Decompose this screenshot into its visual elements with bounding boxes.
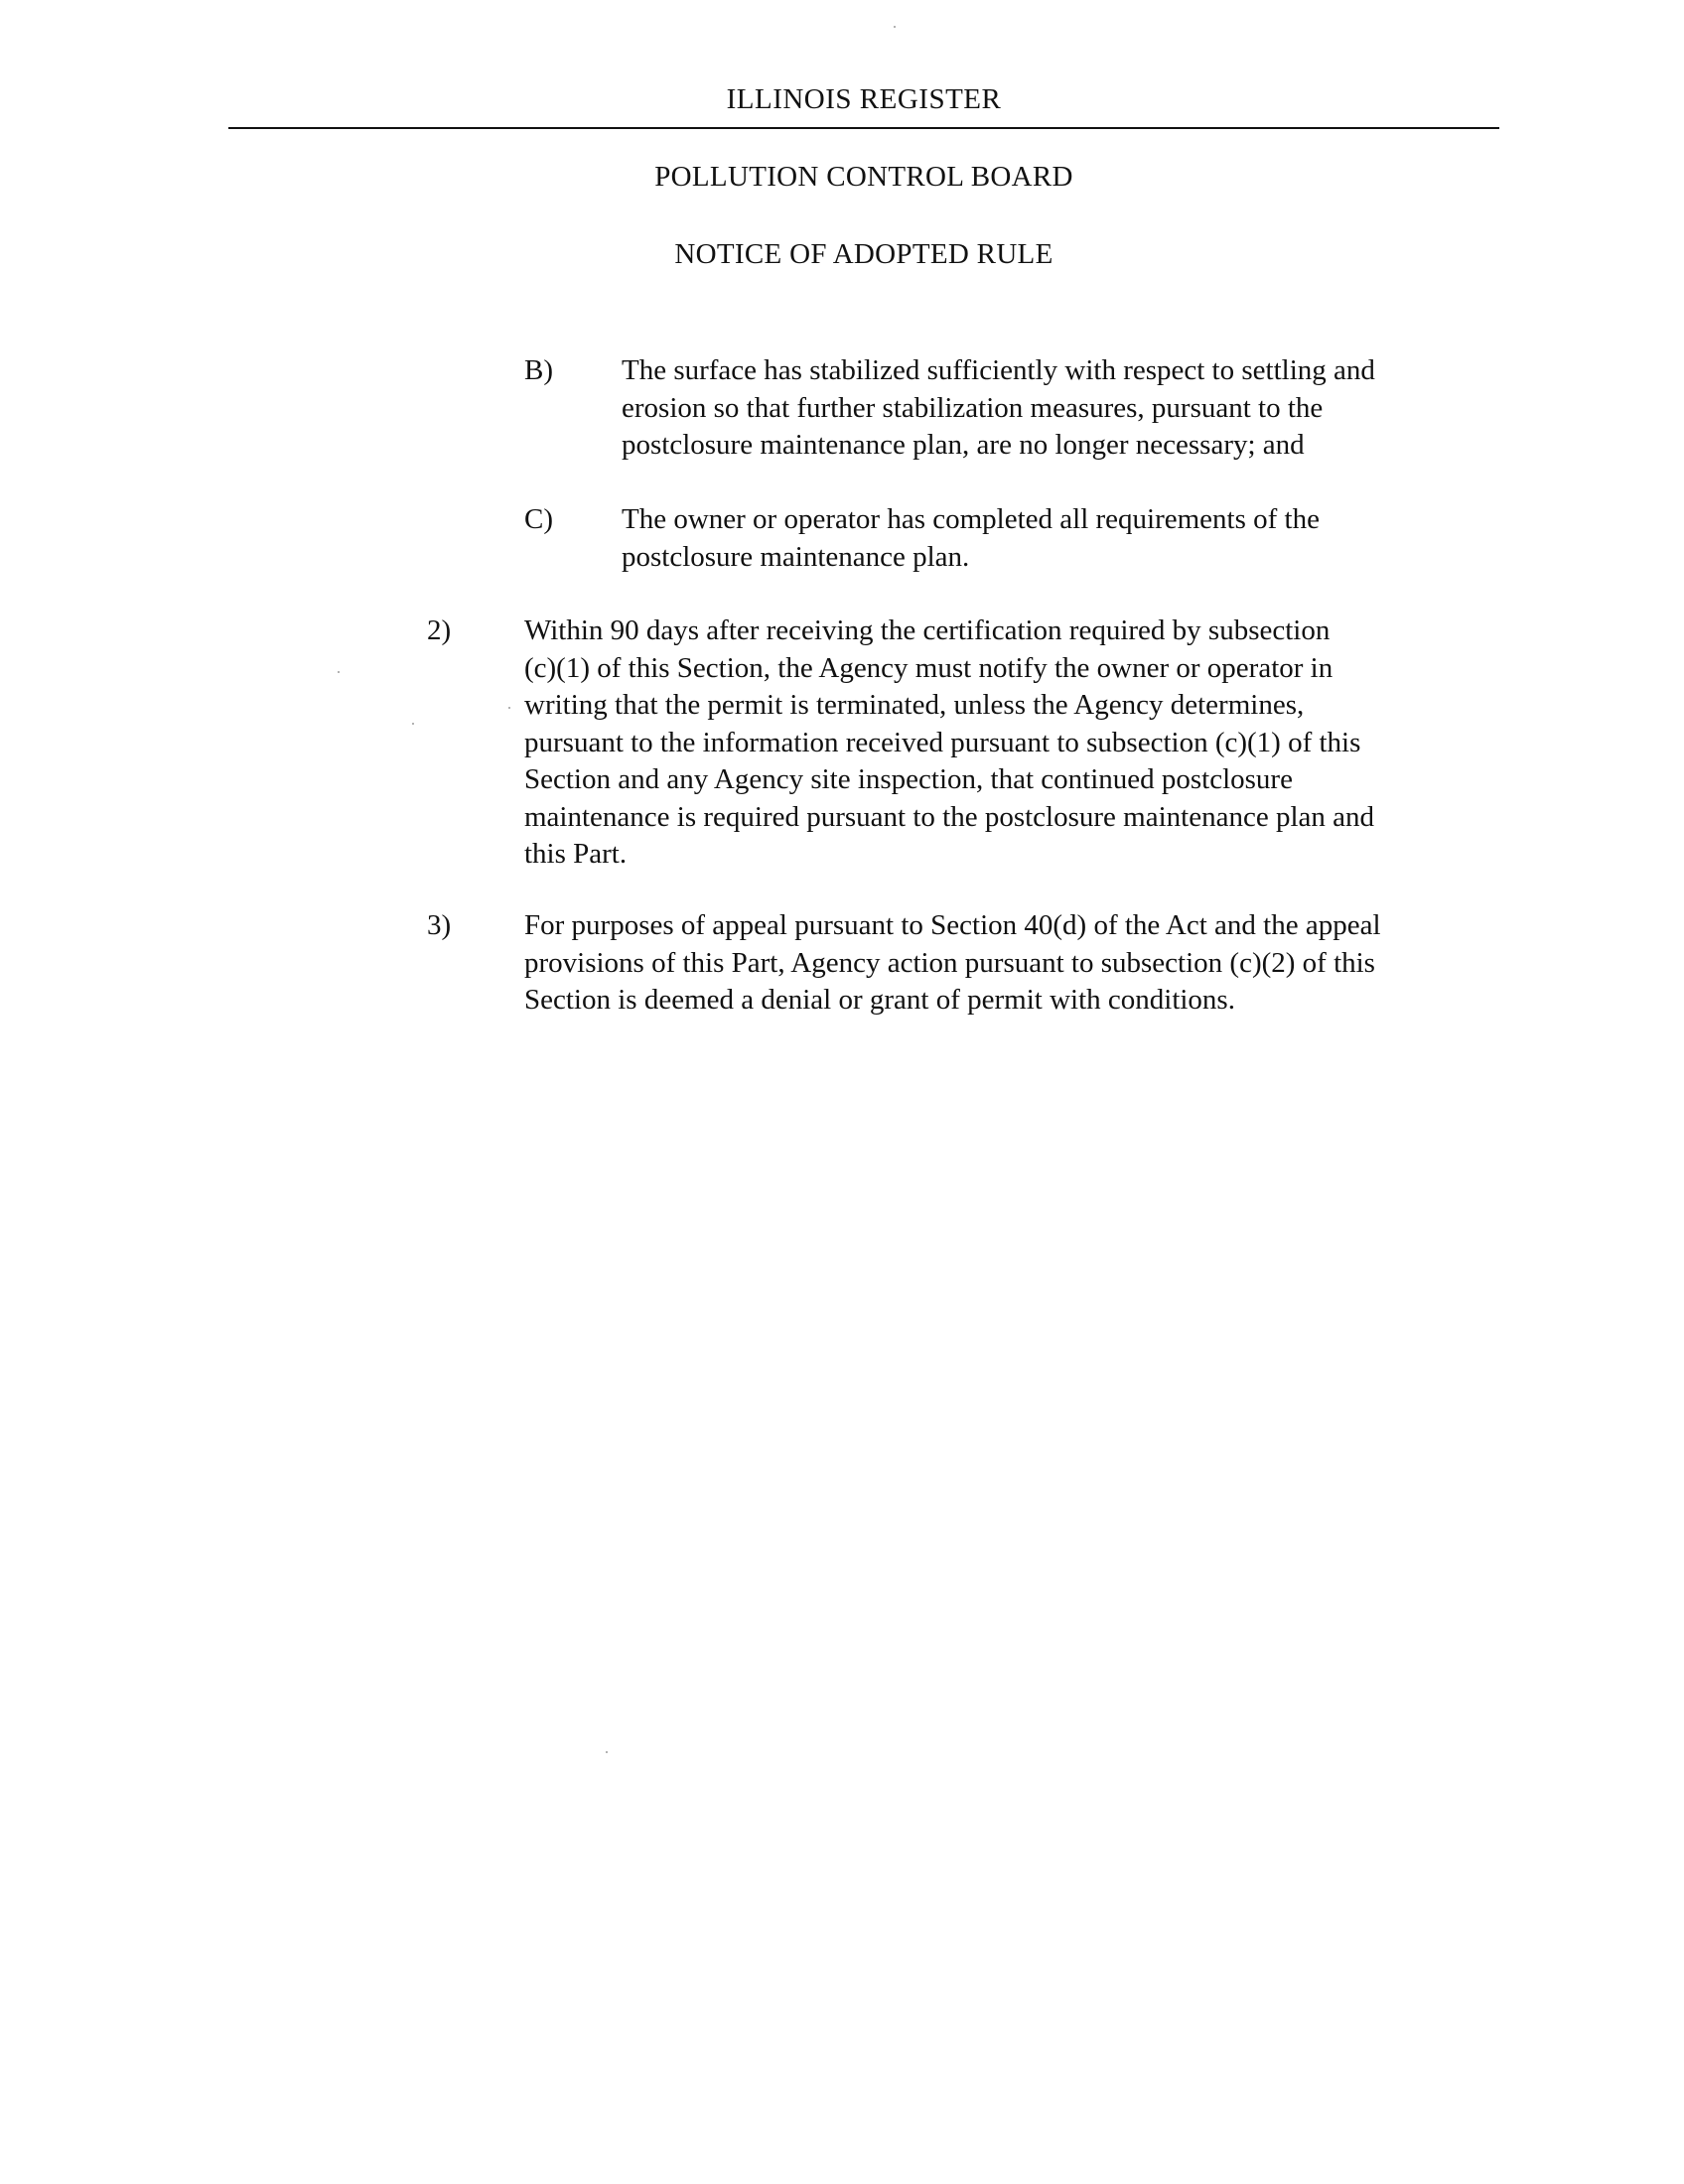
notice-title: NOTICE OF ADOPTED RULE [674,238,1053,270]
paragraph-2-text: Within 90 days after receiving the certification required by subsection (c)(1) of this Section, the Agency must notify the owner or operator in writing that the permit is terminated, unless the Agency determines, pursuant to the information received pursuant to subsection (c)(1) of this Section and any Agency site inspection, that continued postclosure maintenance is required pursuant to the postclosure maintenance plan and this Part. [524,614,1375,870]
scan-speck [412,723,414,725]
subsection-c-marker: C) [524,503,553,535]
paragraph-2-marker: 2) [427,614,452,646]
subsection-b-marker: B) [524,354,553,386]
scan-speck [338,671,340,673]
subsection-b-text: The surface has stabilized sufficiently with respect to settling and erosion so that further stabilization measures, pursuant to the postclosure maintenance plan, are no longer necessary; and [622,354,1375,461]
register-title: ILLINOIS REGISTER [726,83,1002,115]
paragraph-3-marker: 3) [427,909,452,941]
paragraph-3-text: For purposes of appeal pursuant to Section 40(d) of the Act and the appeal provisions of this Part, Agency action pursuant to subsection (c)(2) of this Section is deemed a denial or grant of permit with conditions. [524,909,1381,1016]
board-name: POLLUTION CONTROL BOARD [654,161,1073,193]
scan-speck [508,707,510,709]
register-header [228,79,1499,129]
subsection-c-text: The owner or operator has completed all requirements of the postclosure maintenance plan. [622,503,1320,573]
scan-speck [894,26,896,28]
scan-speck [606,1751,608,1753]
